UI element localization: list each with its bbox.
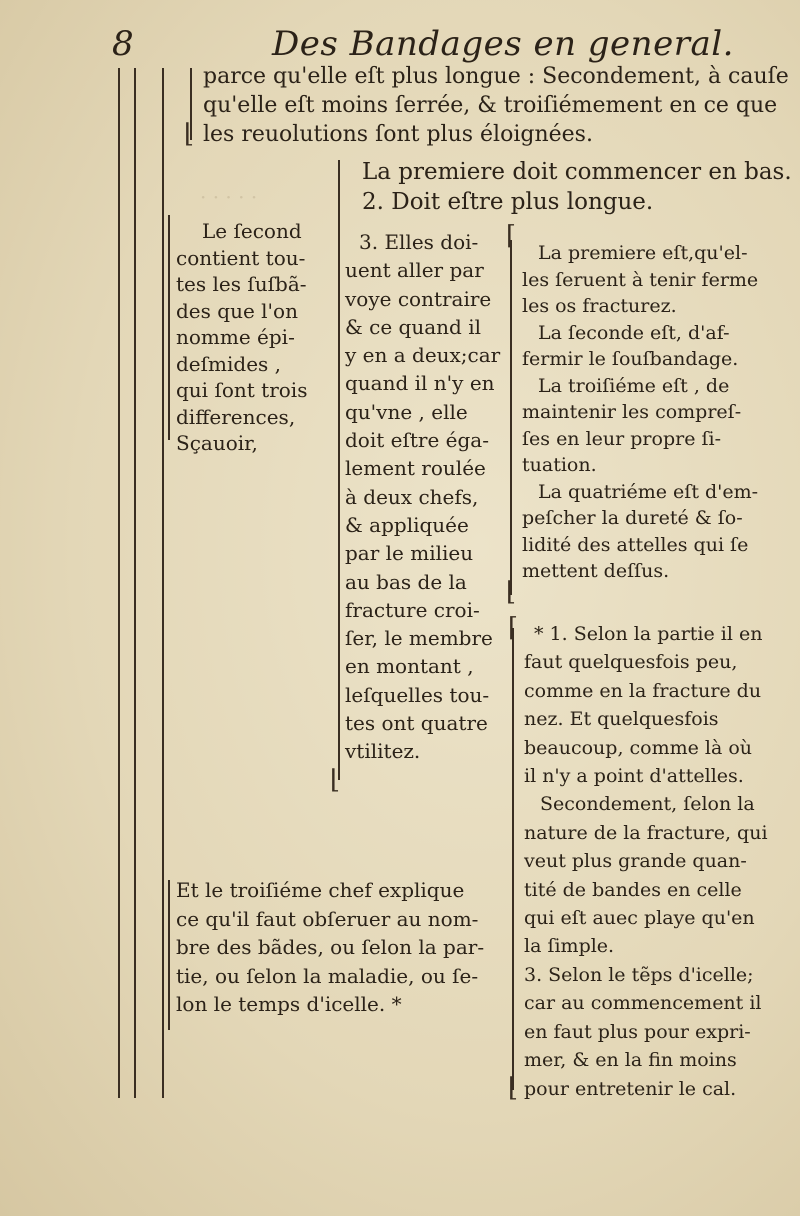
- rules-one-two: La premiere doit commencer en bas. 2. Doit eſtre plus longue.: [362, 159, 792, 215]
- outline-rule: [162, 68, 164, 1098]
- brace-mark: ⌈: [508, 613, 519, 643]
- brace-mark: ⌊: [184, 119, 195, 149]
- brace-mark: ⌊: [330, 765, 341, 795]
- outline-rule: [168, 215, 170, 440]
- brace-mark: ⌈: [506, 221, 517, 251]
- show-through-text: · · · · ·: [200, 185, 258, 209]
- outline-rule: [512, 628, 514, 1090]
- outline-rule: [338, 160, 340, 780]
- third-chef-block: Et le troiſiéme chef explique ce qu'il faut obſeruer au nom- bre des bãdes, ou ſelon la par- tie, ou ſelon la maladie, ou ſe- lon le temps d'icelle. *: [176, 878, 485, 1016]
- third-rule-block: 3. Elles doi- uent aller par voye contraire & ce quand il y en a deux;car quand il n'y en qu'vne , elle doit eſtre éga- lement roulée à deux chefs, & appliquée par le milieu au bas de la fracture croi- ſer, le membre en montant , leſquelles tou- tes ont quatre vtilitez.: [345, 230, 501, 764]
- running-head: Des Bandages en general.: [272, 24, 734, 64]
- utilities-block: La premiere eſt,qu'el- les ſeruent à tenir ferme les os fracturez. La ſeconde eſt, d'af- fermir le ſouſbandage. La troiſiéme eſt , de maintenir les compreſ- ſes en leur propre ſi- tuation. La quatriéme eſt d'em- peſcher la dureté & ſo- lidité des attelles qui ſe mettent deſſus.: [522, 242, 759, 582]
- outline-rule: [118, 68, 120, 1098]
- notes-block: * 1. Selon la partie il en faut quelquesfois peu, comme en la fracture du nez. Et quelquesfois beaucoup, comme là où il n'y a point d'attelles. Secondement, ſelon la nature de la fracture, qui veut plus grande quan- tité de bandes en celle qui eſt auec playe qu'en la ſimple. 3. Selon le tẽps d'icelle; car au commencement il en faut plus pour expri- mer, & en la fin moins pour entretenir le cal.: [524, 623, 768, 1100]
- outline-rule: [134, 68, 136, 1098]
- brace-mark: ⌊: [506, 577, 517, 607]
- top-paragraph: parce qu'elle eſt plus longue : Secondement, à cauſe qu'elle eſt moins ſerrée, & troiſiémement en ce que les reuolutions ſont plus éloignées.: [203, 64, 789, 147]
- page-number: 8: [112, 24, 134, 64]
- brace-mark: ⌊: [508, 1073, 519, 1103]
- second-chef-block: Le ſecond contient tou- tes les ſuſbã- des que l'on nomme épi- deſmides , qui ſont trois differences, Sçauoir,: [176, 219, 308, 455]
- outline-rule: [168, 880, 170, 1030]
- outline-rule: [510, 240, 512, 595]
